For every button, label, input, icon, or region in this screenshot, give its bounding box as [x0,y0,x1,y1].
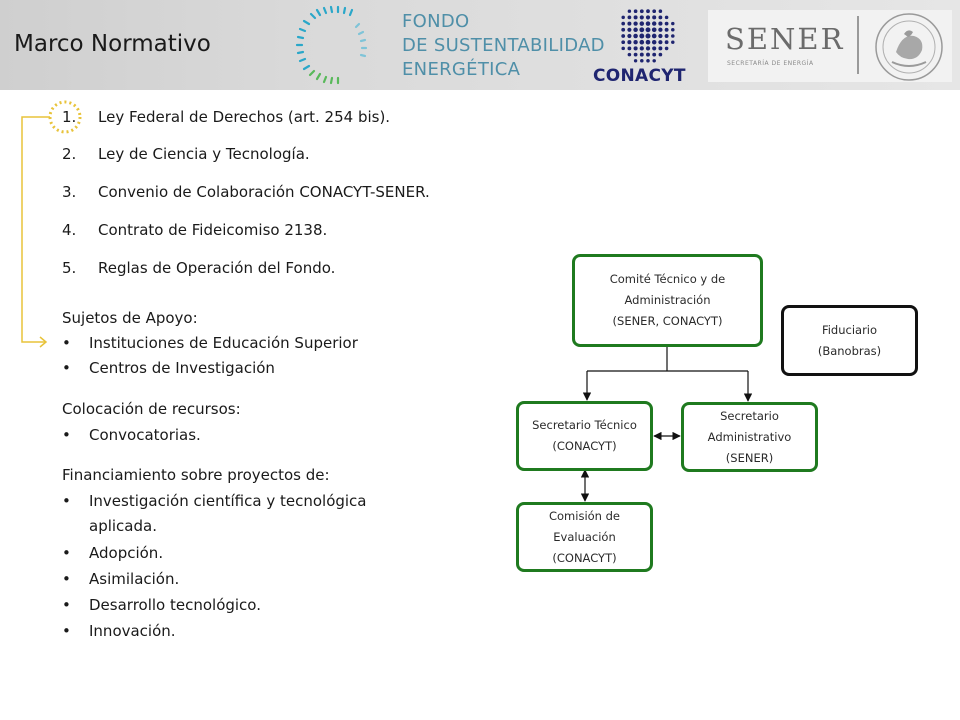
fondo-line-2: DE SUSTENTABILIDAD [402,35,605,56]
sener-subtitle: SECRETARÍA DE ENERGÍA [727,60,814,67]
conacyt-dot [658,15,662,19]
conacyt-dot [621,34,625,38]
conacyt-dot [665,34,669,38]
conacyt-dot [640,59,644,63]
conacyt-dot [645,33,650,38]
conacyt-dot [627,28,631,32]
node-line: (Banobras) [817,343,882,358]
conacyt-dot [639,40,644,45]
node-line: Fiduciario [821,322,878,337]
conacyt-dot [658,40,662,44]
bullet-text: Convocatorias. [89,426,201,444]
conacyt-dot [652,9,656,13]
fondo-logo-icon [293,4,385,86]
conacyt-dot [639,27,644,32]
org-node-secretario-tecnico [516,401,653,471]
node-line: Comité Técnico y de [609,272,726,286]
fondo-line-1: FONDO [402,11,470,32]
conacyt-dot [628,9,631,12]
list-number: 1. [62,108,77,126]
bullet-text: Adopción. [89,544,164,562]
conacyt-dot [621,40,625,44]
conacyt-dot [652,53,656,57]
conacyt-dot [639,34,644,39]
node-line: Secretario [720,408,779,423]
list-text: Reglas de Operación del Fondo. [98,259,336,277]
conacyt-dot [646,53,650,57]
conacyt-dot [652,40,656,44]
node-line: (CONACYT) [552,550,617,565]
conacyt-dot [634,15,638,19]
conacyt-dot [652,34,657,39]
conacyt-dot [633,40,637,44]
bullet-dot-icon: • [62,492,71,510]
colocacion-title: Colocación de recursos: [62,400,241,418]
conacyt-dot [646,46,650,50]
conacyt-dot [640,9,644,13]
conacyt-dot [665,22,669,26]
conacyt-dot [659,53,663,57]
conacyt-dot [646,27,651,32]
fondo-line-3: ENERGÉTICA [402,59,521,80]
node-line: Evaluación [553,529,616,544]
conacyt-dot [634,53,638,57]
org-node-comision [516,502,653,572]
mexico-seal-icon [874,12,944,82]
sener-logo-text: SENER [725,22,845,56]
list-text: Convenio de Colaboración CONACYT-SENER. [98,183,430,201]
conacyt-dot [640,15,644,19]
conacyt-dot [633,21,637,25]
bullet-text: Desarrollo tecnológico. [89,596,261,614]
conacyt-dot [633,28,638,33]
conacyt-dot [634,59,637,62]
conacyt-dot [646,21,651,26]
list-number: 5. [62,259,77,277]
list-text: Contrato de Fideicomiso 2138. [98,221,328,239]
conacyt-dot [671,22,674,25]
conacyt-dot [634,9,638,13]
conacyt-dot [659,9,663,13]
bullet-dot-icon: • [62,596,71,614]
bullet-dot-icon: • [62,426,71,444]
conacyt-dot [671,40,674,43]
conacyt-dot [621,22,625,26]
conacyt-dot [628,53,632,57]
financiamiento-title: Financiamiento sobre proyectos de: [62,466,330,484]
conacyt-dot [671,34,675,38]
node-line: Secretario Técnico [532,418,637,432]
list-text: Ley de Ciencia y Tecnología. [98,145,310,163]
bullet-text: Innovación. [89,622,176,640]
conacyt-dot [665,16,669,20]
bullet-text: Investigación científica y tecnológica [89,492,367,510]
bullet-dot-icon: • [62,622,71,640]
conacyt-dot [652,59,655,62]
node-line: Administración [624,293,711,307]
conacyt-dot [640,21,645,26]
list-number: 3. [62,183,77,201]
list-number: 4. [62,221,77,239]
node-line: Administrativo [707,429,792,444]
list-number: 2. [62,145,77,163]
node-line: (CONACYT) [552,439,617,453]
conacyt-dot [658,34,662,38]
conacyt-dot [658,46,662,50]
conacyt-dot [640,53,644,57]
org-node-comite [572,254,763,347]
node-line: Comisión de [548,508,620,523]
page-title: Marco Normativo [14,31,211,57]
bullet-text: aplicada. [89,517,157,535]
bullet-dot-icon: • [62,359,71,377]
bullet-dot-icon: • [62,570,71,588]
conacyt-dot [658,22,662,26]
conacyt-dot [633,34,638,39]
conacyt-dot [640,46,644,50]
conacyt-dot [627,34,631,38]
bullet-text: Asimilación. [89,570,180,588]
bullet-dot-icon: • [62,544,71,562]
conacyt-dot [646,40,651,45]
conacyt-dot [652,27,657,32]
conacyt-dot [646,59,650,63]
node-line: (SENER) [725,450,774,465]
conacyt-dot [621,28,625,32]
conacyt-dot [665,28,669,32]
org-node-fiduciario [781,305,918,376]
node-line: (SENER, CONACYT) [612,314,723,328]
sener-divider [857,16,859,74]
bullet-text: Centros de Investigación [89,359,275,377]
conacyt-dot [665,40,669,44]
fondo-logo-text [402,10,605,82]
conacyt-dot [621,16,624,19]
conacyt-dot [652,46,656,50]
conacyt-dot [652,21,656,25]
bullet-text: Instituciones de Educación Superior [89,334,358,352]
conacyt-dot [658,28,662,32]
bullet-dot-icon: • [62,334,71,352]
conacyt-dot [634,46,638,50]
conacyt-logo-text: CONACYT [593,66,686,86]
conacyt-dot [646,9,650,13]
conacyt-dot [665,47,669,51]
org-node-secretario-administrativo [681,402,818,472]
conacyt-dot [652,15,656,19]
conacyt-dot [627,46,631,50]
sujetos-title: Sujetos de Apoyo: [62,309,198,327]
conacyt-dot [628,16,632,20]
conacyt-dot [621,47,625,51]
conacyt-dot [627,40,631,44]
header-bar [0,0,960,90]
conacyt-dot [627,22,631,26]
conacyt-dot [671,28,675,32]
list-text: Ley Federal de Derechos (art. 254 bis). [98,108,391,126]
conacyt-dot [646,15,650,19]
